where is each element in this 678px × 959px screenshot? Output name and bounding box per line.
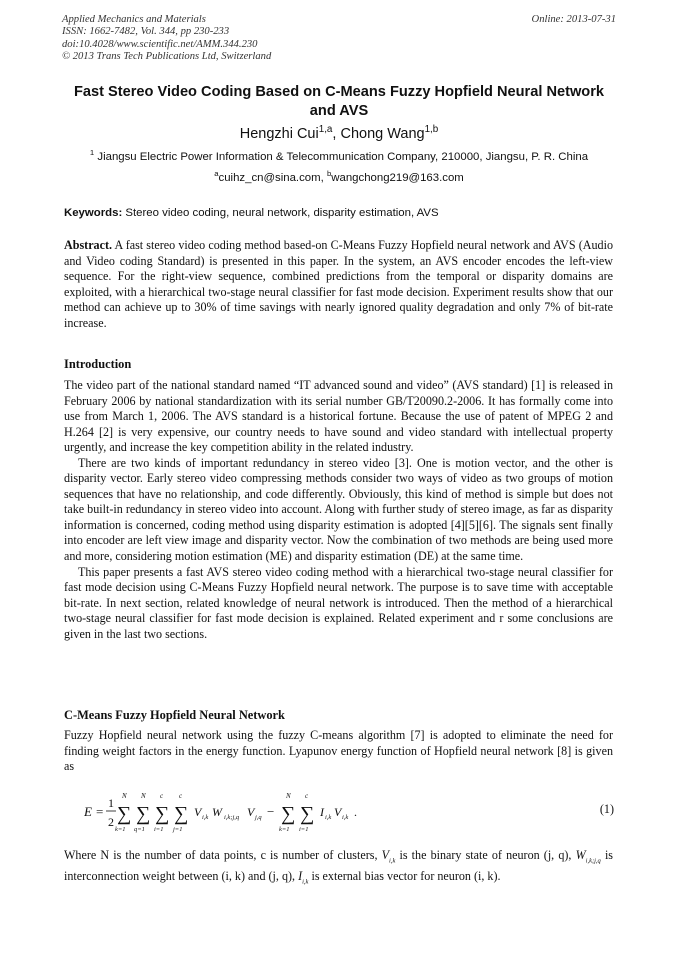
where-w-sub: i,k;j,q	[585, 857, 601, 865]
email-line	[64, 169, 614, 184]
journal-header	[62, 14, 616, 63]
eq-frac-num: 1	[108, 796, 114, 810]
eq-i-sub: i,k	[325, 814, 332, 821]
where-text-1: Where N is the number of data points, c is number of clusters,	[64, 848, 382, 862]
equation-number: (1)	[599, 802, 614, 816]
eq-s3-upper: c	[160, 792, 164, 800]
eq-sum-5: ∑	[281, 803, 296, 825]
email-mark-b: b	[326, 169, 332, 179]
author-separator: ,	[332, 126, 341, 142]
introduction-body	[64, 378, 613, 642]
eq-s3-lower: i=1	[154, 826, 164, 833]
journal-name: Applied Mechanics and Materials	[62, 14, 206, 25]
where-text-2: is the binary state of neuron (j, q),	[395, 848, 576, 862]
keywords-text: Stereo video coding, neural network, disparity estimation, AVS	[122, 207, 439, 219]
eq-v2-sub: j,q	[255, 814, 262, 821]
where-v-sub: i,k	[389, 857, 396, 865]
eq-sum-4: ∑	[174, 803, 189, 825]
eq-lhs: E	[84, 804, 92, 819]
author-2: Chong Wang	[340, 126, 425, 142]
affiliation-text: Jiangsu Electric Power Information & Telecommunication Company, 210000, Jiangsu, P. R. China	[94, 151, 589, 163]
email-a: cuihz_cn@sina.com,	[218, 172, 327, 184]
eq-s2-lower: q=1	[134, 826, 145, 833]
where-w-symbol: W	[575, 848, 586, 862]
eq-period: .	[354, 805, 357, 819]
eq-minus: −	[267, 804, 275, 819]
affiliation	[64, 148, 614, 163]
cmeans-heading: C-Means Fuzzy Hopfield Neural Network	[64, 708, 285, 722]
eq-s5-lower: k=1	[279, 826, 290, 833]
eq-frac-den: 2	[108, 815, 114, 829]
intro-paragraph-2: There are two kinds of important redundancy in stereo video [3]. One is motion vector, and the other is disparity vector. Early stereo video compressing methods consider two ways of video as two groups of motion sequences that have no relationship, and code differently. Obviously, this kind of method is simple but does not take built-in redundancy in stereo video into account. Along with further study of stereo image, as far as disparity information is concerned, coding method using disparity estimation is adopted [4][5][6]. The signals sent finally into encoder are left view image and disparity vector. Now the combination of two methods are being used more and more, considering motion estimation (ME) and disparity estimation (DE) at the same time.	[64, 455, 613, 564]
cmeans-paragraph: Fuzzy Hopfield neural network using the fuzzy C-means algorithm [7] is adopted to eliminate the need for finding weight factors in the energy function. Lyapunov energy function of Hopfield neural network [8] is given as	[64, 728, 613, 774]
paper-title: Fast Stereo Video Coding Based on C-Means Fuzzy Hopfield Neural Network and AVS	[73, 84, 605, 119]
where-i-symbol: I	[298, 868, 303, 883]
eq-s1-lower: k=1	[115, 826, 126, 833]
eq-s2-upper: N	[141, 792, 146, 800]
eq-v3-sub: i,k	[342, 814, 349, 821]
intro-paragraph-1: The video part of the national standard named “IT advanced sound and video” (AVS standard) [1] is released in February 2006 by national standardization with its serial number GB/T20090.2-2006. It has formally come into use from March 1, 2006. The AVS standard is a historical fortune. Because the use of patent of MPEG 2 and H.264 [2] is very expensive, our country needs to have sound and video standard with intellectual property urgently, and increase the key competition ability in the related industry.	[64, 378, 613, 455]
keywords	[64, 207, 614, 219]
abstract-label: Abstract.	[64, 238, 113, 252]
author-1-affil: 1,a	[318, 124, 333, 136]
copyright-line: © 2013 Trans Tech Publications Ltd, Switzerland	[62, 50, 272, 62]
where-i-sub: i,k	[302, 878, 309, 886]
eq-s1-upper: N	[122, 792, 127, 800]
author-1: Hengzhi Cui	[239, 126, 319, 142]
doi-line: doi:10.4028/www.scientific.net/AMM.344.230	[62, 38, 258, 50]
abstract	[64, 238, 613, 331]
equation-graphic	[84, 790, 544, 836]
eq-sum-6: ∑	[300, 803, 315, 825]
email-mark-a: a	[214, 169, 219, 179]
where-text-4: is external bias vector for neuron (i, k).	[308, 868, 501, 883]
author-line	[64, 126, 614, 142]
eq-s6-upper: c	[305, 792, 309, 800]
eq-s4-upper: c	[179, 792, 183, 800]
eq-s5-upper: N	[286, 792, 291, 800]
eq-v1: V	[194, 805, 202, 819]
eq-w-sub: i,k;j,q	[224, 814, 240, 821]
eq-v2: V	[247, 805, 255, 819]
eq-s4-lower: j=1	[173, 826, 183, 833]
affiliation-mark: 1	[89, 148, 95, 158]
online-date: Online: 2013-07-31	[531, 14, 616, 25]
eq-i: I	[320, 805, 324, 819]
issn-line: ISSN: 1662-7482, Vol. 344, pp 230-233	[62, 26, 230, 38]
eq-v1-sub: i,k	[202, 814, 209, 821]
where-v-symbol: V	[381, 848, 390, 862]
eq-v3: V	[334, 805, 342, 819]
abstract-text: A fast stereo video coding method based-on C-Means Fuzzy Hopfield neural network and AVS (Audio and Video coding Standard) is presented in this paper. In the system, an AVS encoder encodes the left-view sequence. For the right-view sequence, combined predictions from the temporal or disparity domains are exploited, with a hierarchical two-stage neural classifier for fast mode decision. Experiment results show that our method can achieve up to 30% of time savings with nearly ignored quality degradation and only 7% of bit-rate increase.	[64, 238, 613, 330]
where-paragraph	[64, 848, 613, 890]
author-2-affil: 1,b	[424, 124, 439, 136]
keywords-label: Keywords:	[64, 207, 123, 219]
eq-sum-2: ∑	[136, 803, 151, 825]
energy-equation	[84, 790, 614, 836]
email-b: wangchong219@163.com	[331, 172, 464, 184]
intro-paragraph-3: This paper presents a fast AVS stereo video coding method with a hierarchical two-stage neural classifier for fast mode decision using C-Means Fuzzy Hopfield neural network. The purpose is to save time with acceptable bit-rate. In next section, related knowledge of neural network is introduced. Then the method of a hierarchical two-stage neural classifier for fast mode decision is explained. Related experiment and r some conclusions are given in the last two sections.	[64, 564, 613, 641]
eq-s6-lower: i=1	[299, 826, 309, 833]
eq-sum-1: ∑	[117, 803, 132, 825]
introduction-heading: Introduction	[64, 357, 132, 371]
eq-sum-3: ∑	[155, 803, 170, 825]
eq-equals: =	[96, 804, 104, 819]
where-text-3: is interconnection weight between (i, k) and (j, q),	[64, 848, 614, 883]
eq-w: W	[212, 805, 222, 819]
